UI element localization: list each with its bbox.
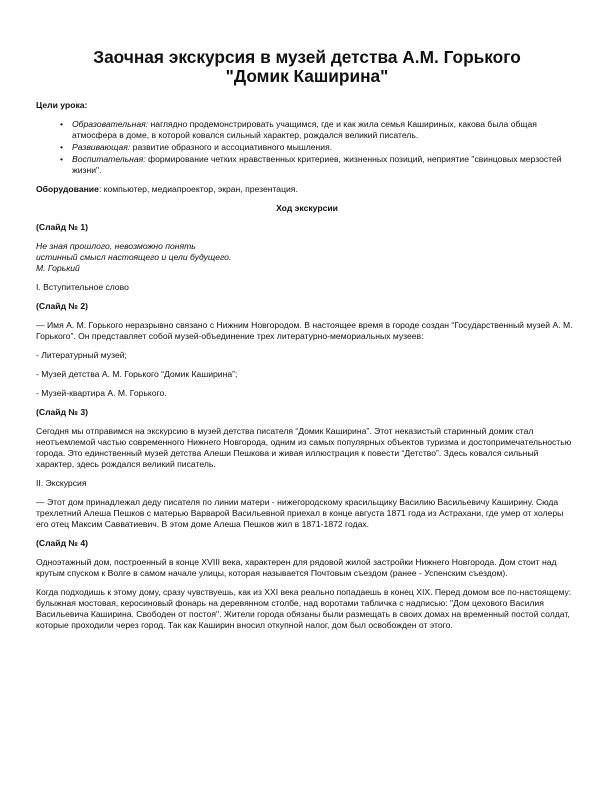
section-2-heading: II. Экскурсия [36,478,87,488]
bullet-icon: • [60,154,64,164]
museum-list-item: - Музей детства А. М. Горького “Домик Каширина”; [36,369,238,379]
slide-2-label: (Слайд № 2) [36,301,89,311]
equipment-label: Оборудование [36,184,99,194]
slide-4-label: (Слайд № 4) [36,538,89,548]
goal-text: наглядно продемонстрировать учащимся, где и как жила семья Кашириных, какова была общая атмосфера в доме, в которой ковался сильный характер, рождался великий писатель. [72,119,537,140]
slide-1-label: (Слайд № 1) [36,222,89,232]
museum-list-item: - Литературный музей; [36,350,127,360]
epigraph-line: Не зная прошлого, невозможно понять [36,241,196,251]
epigraph-author: М. Горький [36,263,80,273]
bullet-icon: • [60,119,64,129]
document-page [36,48,578,639]
slide-4-paragraph-1: Одноэтажный дом, построенный в конце XVIII века, характерен для рядовой жилой застройки Нижнего Новгорода. Дом стоит над крутым спуском к Волге в самом начале улицы, которая называется Почтовым съездом (ранее - Успенским съездом). [36,557,557,578]
goals-heading: Цели урока: [36,100,88,110]
page-title [36,48,578,86]
goal-item [60,142,578,153]
course-heading: Ход экскурсии [276,203,338,213]
goal-item [60,119,578,141]
goals-list [36,119,578,176]
goal-item [60,154,578,176]
slide-2-intro: — Имя А. М. Горького неразрывно связано с Нижним Новгородом. В настоящее время в городе создан “Государственный музей А. М. Горького”. Он представляет собой музей-объединение трех литературно-мемориальных музеев: [36,320,573,341]
goal-term: Воспитательная: [72,154,146,164]
goal-term: Образовательная: [72,119,149,129]
goal-term: Развивающая: [72,142,131,152]
epigraph [36,241,578,274]
bullet-icon: • [60,142,64,152]
slide-4-paragraph-2: Когда подходишь к этому дому, сразу чувствуешь, как из XXI века реально попадаешь в конец XIX. Перед домом все по-настоящему: булыжная мостовая, керосиновый фонарь на деревянном столбе, над воротами табличка с надписью: "Дом цехового Василия Васильевича Каширина. Свободен от постоя". Жители города обязаны были размещать в своих домах на временный постой солдат, которые проходили через город. Так как Каширин вносил откупной налог, дом был освобожден от этого. [36,587,572,630]
equipment-paragraph [36,184,578,195]
excursion-text: — Этот дом принадлежал деду писателя по линии матери - нижегородскому красильщику Василию Васильевичу Каширину. Сюда трехлетний Алеша Пешков с матерью Варварой Васильевной приехал в конце августа 1871 года из Астрахани, где умер от холеры его отец Максим Савватиевич. В этом доме Алеша Пешков жил в 1871-1872 годах. [36,497,564,529]
epigraph-line: истинный смысл настоящего и цели будущего. [36,252,232,262]
title-line-1: Заочная экскурсия в музей детства А.М. Горького [93,47,521,67]
title-line-2: "Домик Каширина" [225,66,389,86]
slide-3-label: (Слайд № 3) [36,407,89,417]
goal-text: развитие образного и ассоциативного мышления. [130,142,333,152]
museum-list-item: - Музей-квартира А. М. Горького. [36,388,167,398]
slide-3-text: Сегодня мы отправимся на экскурсию в музей детства писателя “Домик Каширина”. Этот неказистый старинный домик стал неотъемлемой частью современного Нижнего Новгорода, одним из самых популярных объектов туризма и достопримечательностью города. Это единственный музей детства Алеши Пешкова и живая иллюстрация к повести “Детство”. Здесь ковался сильный характер, здесь рождался великий писатель. [36,426,572,469]
section-1-heading: I. Вступительное слово [36,282,129,292]
equipment-text: : компьютер, медиапроектор, экран, презентация. [98,184,298,194]
goal-text: формирование четких нравственных критериев, жизненных позиций, неприятие "свинцовых мерзостей жизни". [72,154,562,175]
